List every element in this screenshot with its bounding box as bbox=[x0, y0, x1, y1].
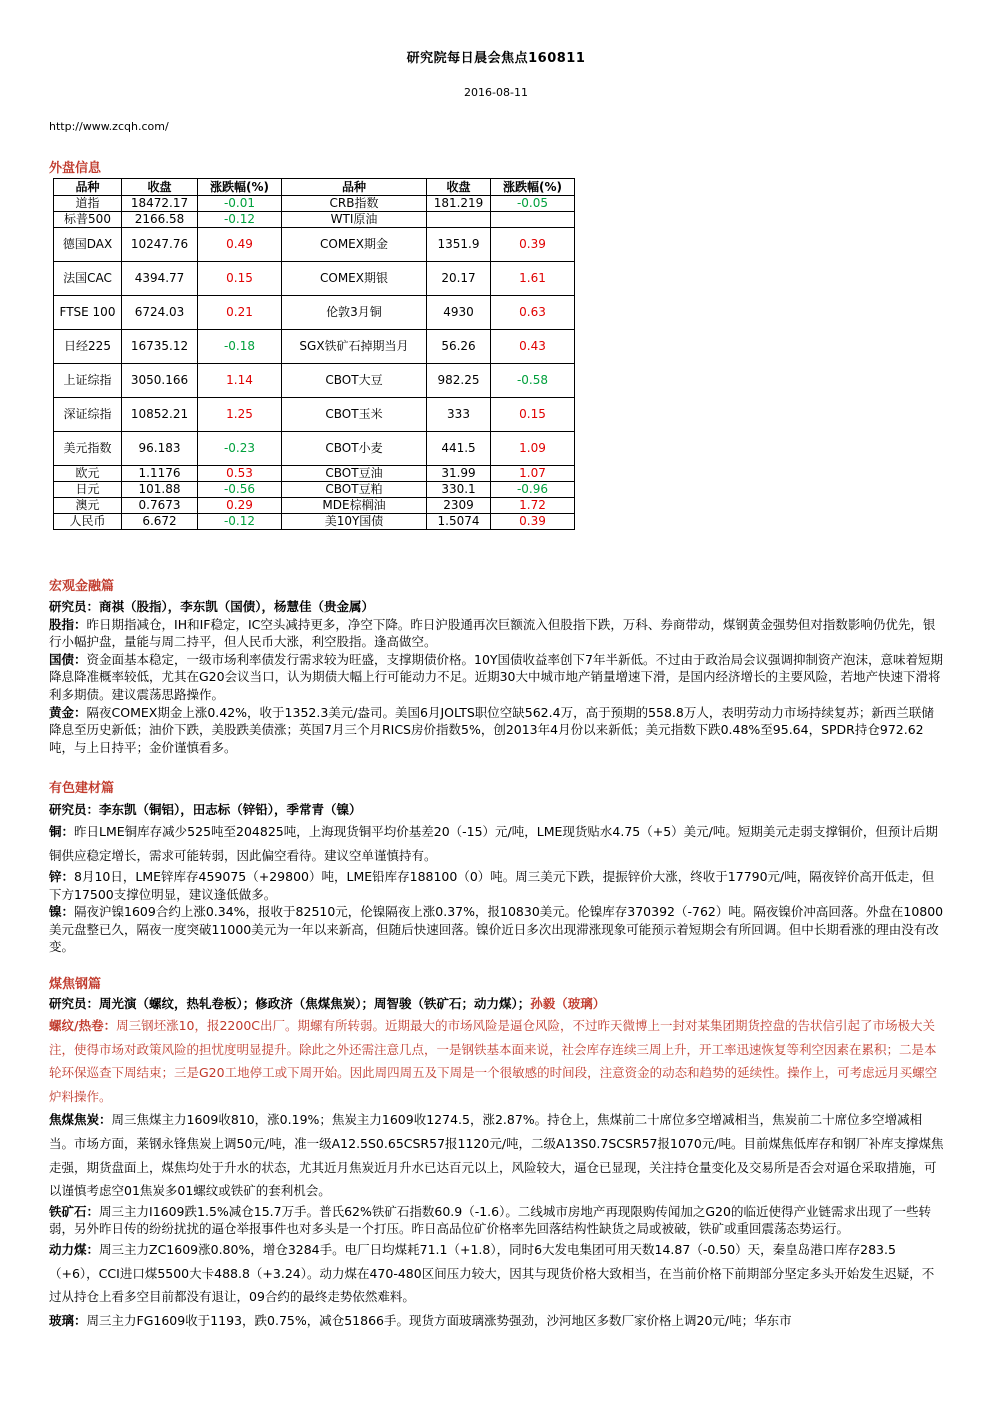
table-row bbox=[54, 212, 575, 228]
change-cell: -0.23 bbox=[198, 432, 282, 466]
name-cell: 日经225 bbox=[54, 330, 122, 364]
table-row bbox=[54, 482, 575, 498]
name-cell: 标普500 bbox=[54, 212, 122, 228]
item-label: 铜： bbox=[49, 824, 75, 839]
table-row bbox=[54, 228, 575, 262]
change-cell: 0.15 bbox=[198, 262, 282, 296]
item-label: 铁矿石： bbox=[49, 1203, 100, 1219]
change-cell: -0.12 bbox=[198, 514, 282, 530]
paragraph bbox=[49, 1203, 944, 1238]
item-text: 昨日LME铜库存减少525吨至204825吨，上海现货铜平均价基差20（-15）元/吨，LME现货贴水4.75（+5）美元/吨。短期美元走弱支撑铜价，但预计后期铜供应稳定增长，需求可能转弱，因此偏空看待。建议空单谨慎持有。 bbox=[49, 824, 938, 863]
change-cell: 0.39 bbox=[491, 514, 575, 530]
researchers-line: 研究员：李东凯（铜铝），田志标（锌铅），季常青（镍） bbox=[49, 802, 362, 817]
name-cell: FTSE 100 bbox=[54, 296, 122, 330]
name-cell: SGX铁矿石掉期当月 bbox=[282, 330, 427, 364]
change-cell: -0.01 bbox=[198, 196, 282, 212]
close-cell: 2309 bbox=[427, 498, 491, 514]
table-row bbox=[54, 262, 575, 296]
close-cell: 2166.58 bbox=[122, 212, 198, 228]
item-label: 国债： bbox=[49, 651, 87, 667]
change-cell: 1.09 bbox=[491, 432, 575, 466]
close-cell: 10247.76 bbox=[122, 228, 198, 262]
item-label: 股指： bbox=[49, 616, 87, 632]
close-cell: 0.7673 bbox=[122, 498, 198, 514]
table-row bbox=[54, 330, 575, 364]
change-cell: 0.29 bbox=[198, 498, 282, 514]
close-cell: 333 bbox=[427, 398, 491, 432]
name-cell: 欧元 bbox=[54, 466, 122, 482]
table-row bbox=[54, 514, 575, 530]
name-cell: CBOT大豆 bbox=[282, 364, 427, 398]
close-cell: 6.672 bbox=[122, 514, 198, 530]
name-cell: 澳元 bbox=[54, 498, 122, 514]
section-title-macro: 宏观金融篇 bbox=[49, 579, 115, 594]
table-row bbox=[54, 196, 575, 212]
name-cell: 上证综指 bbox=[54, 364, 122, 398]
change-cell: 0.43 bbox=[491, 330, 575, 364]
close-cell: 1351.9 bbox=[427, 228, 491, 262]
name-cell: CBOT玉米 bbox=[282, 398, 427, 432]
website-link[interactable]: http://www.zcqh.com/ bbox=[49, 120, 169, 133]
close-cell: 18472.17 bbox=[122, 196, 198, 212]
change-cell: 1.07 bbox=[491, 466, 575, 482]
close-cell: 96.183 bbox=[122, 432, 198, 466]
item-label: 锌： bbox=[49, 869, 75, 884]
name-cell: 美10Y国债 bbox=[282, 514, 427, 530]
name-cell: 道指 bbox=[54, 196, 122, 212]
change-cell: 0.15 bbox=[491, 398, 575, 432]
metals-block bbox=[49, 800, 944, 956]
item-label: 螺纹/热卷： bbox=[49, 1018, 117, 1033]
item-text: 周三焦煤主力1609收810，涨0.19%；焦炭主力1609收1274.5，涨2.87%。持仓上，焦煤前二十席位多空增减相当，焦炭前二十席位多空增减相当。市场方面，莱钢永锋焦炭上调50元/吨，准一级A12.5S0.65CSR57报1120元/吨，二级A13S0.7SCSR57报1070元/吨。目前煤焦低库存和钢厂补库支撑煤焦走强，期货盘面上，煤焦均处于升水的状态，尤其近月焦炭近月升水已达百元以上，风险较大，逼仓已显现，关注持仓量变化及交易所是否会对逼仓采取措施，可以谨慎考虑空01焦炭多01螺纹或铁矿的套利机会。 bbox=[49, 1112, 944, 1199]
name-cell: 伦敦3月铜 bbox=[282, 296, 427, 330]
close-cell: 982.25 bbox=[427, 364, 491, 398]
paragraph bbox=[49, 903, 944, 956]
change-cell: -0.18 bbox=[198, 330, 282, 364]
table-header-row bbox=[54, 179, 575, 196]
item-text: 昨日期指减仓，IH和IF稳定，IC空头减持更多，净空下降。昨日沪股通再次巨额流入但股指下跌，万科、券商带动，煤钢黄金强势但对指数影响仍优先，银行小幅护盘，量能与周二持平，但人民币大涨，利空股指。逢高做空。 bbox=[49, 616, 936, 650]
name-cell: CBOT小麦 bbox=[282, 432, 427, 466]
table-row bbox=[54, 432, 575, 466]
section-title-coal: 煤焦钢篇 bbox=[49, 977, 102, 992]
close-cell: 4394.77 bbox=[122, 262, 198, 296]
close-cell: 6724.03 bbox=[122, 296, 198, 330]
change-cell: 1.72 bbox=[491, 498, 575, 514]
change-cell: -0.05 bbox=[491, 196, 575, 212]
close-cell: 441.5 bbox=[427, 432, 491, 466]
change-cell: 0.49 bbox=[198, 228, 282, 262]
section-title-metals: 有色建材篇 bbox=[49, 781, 115, 796]
table-row bbox=[54, 364, 575, 398]
change-cell: 0.63 bbox=[491, 296, 575, 330]
close-cell: 31.99 bbox=[427, 466, 491, 482]
name-cell: CBOT豆油 bbox=[282, 466, 427, 482]
item-text: 隔夜COMEX期金上涨0.42%，收于1352.3美元/盎司。美国6月JOLTS职位空缺562.4万，高于预期的558.8万人，表明劳动力市场持续复苏；新西兰联储降息至历史新低；油价下跌，美股跌美债涨；英国7月三个月RICS房价指数5%，创2013年4月份以来新低；美元指数下跌0.48%至95.64，SPDR持仓972.62吨，与上日持平；金价谨慎看多。 bbox=[49, 704, 934, 755]
close-cell: 20.17 bbox=[427, 262, 491, 296]
header-cell: 涨跌幅(%) bbox=[198, 179, 282, 196]
item-label: 黄金： bbox=[49, 704, 87, 720]
close-cell: 101.88 bbox=[122, 482, 198, 498]
name-cell: 美元指数 bbox=[54, 432, 122, 466]
header-cell: 品种 bbox=[54, 179, 122, 196]
researchers-main: 研究员：周光演（螺纹，热轧卷板）；修政济（焦煤焦炭）；周智骏（铁矿石；动力煤）； bbox=[49, 996, 531, 1011]
name-cell: WTI原油 bbox=[282, 212, 427, 228]
macro-block bbox=[49, 598, 944, 756]
change-cell: 0.53 bbox=[198, 466, 282, 482]
item-text: 资金面基本稳定，一级市场利率债发行需求较为旺盛，支撑期债价格。10Y国债收益率创下7年半新低。不过由于政治局会议强调抑制资产泡沫，意味着短期降息降准概率较低，尤其在G20会议当口，认为期债大幅上行可能动力不足。近期30大中城市地产销量增速下滑，是国内经济增长的主要风险，若地产快速下滑将利多期债。建议震荡思路操作。 bbox=[49, 651, 944, 702]
header-cell: 收盘 bbox=[427, 179, 491, 196]
close-cell: 16735.12 bbox=[122, 330, 198, 364]
paragraph bbox=[49, 1014, 944, 1108]
item-text: 8月10日，LME锌库存459075（+29800）吨，LME铅库存188100（0）吨。周三美元下跌，提振锌价大涨，终收于17790元/吨，隔夜锌价高开低走，但下方17500支撑位明显，建议逢低做多。 bbox=[49, 869, 935, 902]
name-cell: 法国CAC bbox=[54, 262, 122, 296]
change-cell: -0.12 bbox=[198, 212, 282, 228]
item-label: 焦煤焦炭： bbox=[49, 1112, 112, 1128]
paragraph bbox=[49, 651, 944, 704]
paragraph bbox=[49, 704, 944, 757]
header-cell: 品种 bbox=[282, 179, 427, 196]
close-cell: 10852.21 bbox=[122, 398, 198, 432]
item-text: 周三主力FG1609收于1193，跌0.75%，减仓51866手。现货方面玻璃涨势强劲，沙河地区多数厂家价格上调20元/吨；华东市 bbox=[86, 1312, 792, 1328]
paragraph bbox=[49, 1238, 944, 1309]
item-text: 周三钢坯涨10，报2200C出厂。期螺有所转弱。近期最大的市场风险是逼仓风险，不过昨天微博上一封对某集团期货控盘的告状信引起了市场极大关注，使得市场对政策风险的担忧度明显提升。除此之外还需注意几点，一是钢铁基本面来说，社会库存连续三周上升，开工率迅速恢复等利空因素在累积；二是本轮环保巡查下周结束；三是G20工地停工或下周开始。因此周四周五及下周是一个很敏感的时间段，注意资金的动态和趋势的延续性。操作上，可考虑远月买螺空炉料操作。 bbox=[49, 1018, 938, 1104]
section-title-market: 外盘信息 bbox=[49, 161, 102, 176]
coal-block bbox=[49, 994, 944, 1332]
paragraph bbox=[49, 1309, 944, 1333]
close-cell: 56.26 bbox=[427, 330, 491, 364]
item-text: 周三主力I1609跌1.5%减仓15.7万手。普氏62%铁矿石指数60.9（-1.6）。二线城市房地产再现限购传闻加之G20的临近使得产业链需求出现了一些转弱，另外昨日传的纷纷扰扰的逼仓举报事件也对多头是一个打压。昨日高品位矿价格率先回落结构性缺货之局或被破，铁矿或重回震荡态势运行。 bbox=[49, 1203, 931, 1237]
change-cell: -0.56 bbox=[198, 482, 282, 498]
close-cell bbox=[427, 212, 491, 228]
table-row bbox=[54, 498, 575, 514]
change-cell bbox=[491, 212, 575, 228]
name-cell: COMEX期银 bbox=[282, 262, 427, 296]
table-row bbox=[54, 398, 575, 432]
close-cell: 181.219 bbox=[427, 196, 491, 212]
change-cell: 1.25 bbox=[198, 398, 282, 432]
header-cell: 涨跌幅(%) bbox=[491, 179, 575, 196]
item-text: 周三主力ZC1609涨0.80%，增仓3284手。电厂日均煤耗71.1（+1.8），同时6大发电集团可用天数14.87（-0.50）天，秦皇岛港口库存283.5（+6），CCI进口煤5500大卡488.8（+3.24）。动力煤在470-480区间压力较大，因其与现货价格大致相当，在当前价格下前期部分坚定多头开始发生迟疑，不过从持仓上看多空目前都没有退让，09合约的最终走势依然难料。 bbox=[49, 1241, 935, 1305]
name-cell: COMEX期金 bbox=[282, 228, 427, 262]
header-cell: 收盘 bbox=[122, 179, 198, 196]
change-cell: 1.14 bbox=[198, 364, 282, 398]
name-cell: CRB指数 bbox=[282, 196, 427, 212]
name-cell: 人民币 bbox=[54, 514, 122, 530]
paragraph bbox=[49, 868, 944, 903]
name-cell: MDE棕榈油 bbox=[282, 498, 427, 514]
table-row bbox=[54, 466, 575, 482]
item-label: 动力煤： bbox=[49, 1241, 100, 1257]
change-cell: 0.39 bbox=[491, 228, 575, 262]
report-title: 研究院每日晨会焦点160811 bbox=[406, 51, 586, 66]
researchers-glass: 孙毅（玻璃） bbox=[530, 996, 606, 1011]
item-label: 玻璃： bbox=[49, 1312, 87, 1328]
table-row bbox=[54, 296, 575, 330]
close-cell: 1.1176 bbox=[122, 466, 198, 482]
name-cell: 德国DAX bbox=[54, 228, 122, 262]
close-cell: 330.1 bbox=[427, 482, 491, 498]
paragraph bbox=[49, 820, 944, 868]
paragraph bbox=[49, 616, 944, 651]
close-cell: 4930 bbox=[427, 296, 491, 330]
close-cell: 1.5074 bbox=[427, 514, 491, 530]
change-cell: 0.21 bbox=[198, 296, 282, 330]
change-cell: 1.61 bbox=[491, 262, 575, 296]
name-cell: CBOT豆粕 bbox=[282, 482, 427, 498]
item-text: 隔夜沪镍1609合约上涨0.34%，报收于82510元，伦镍隔夜上涨0.37%，报10830美元。伦镍库存370392（-762）吨。隔夜镍价冲高回落。外盘在10800美元盘整已久，隔夜一度突破11000美元为一年以来新高，但随后快速回落。镍价近日多次出现滞涨现象可能预示着短期会有所回调。但中长期看涨的理由没有改变。 bbox=[49, 904, 944, 955]
paragraph bbox=[49, 1108, 944, 1202]
report-date: 2016-08-11 bbox=[464, 86, 528, 99]
researchers-line bbox=[49, 994, 944, 1014]
name-cell: 日元 bbox=[54, 482, 122, 498]
market-table bbox=[53, 178, 575, 530]
name-cell: 深证综指 bbox=[54, 398, 122, 432]
close-cell: 3050.166 bbox=[122, 364, 198, 398]
researchers-line: 研究员：商祺（股指），李东凯（国债），杨慧佳（贵金属） bbox=[49, 599, 375, 614]
change-cell: -0.58 bbox=[491, 364, 575, 398]
change-cell: -0.96 bbox=[491, 482, 575, 498]
item-label: 镍： bbox=[49, 904, 75, 920]
